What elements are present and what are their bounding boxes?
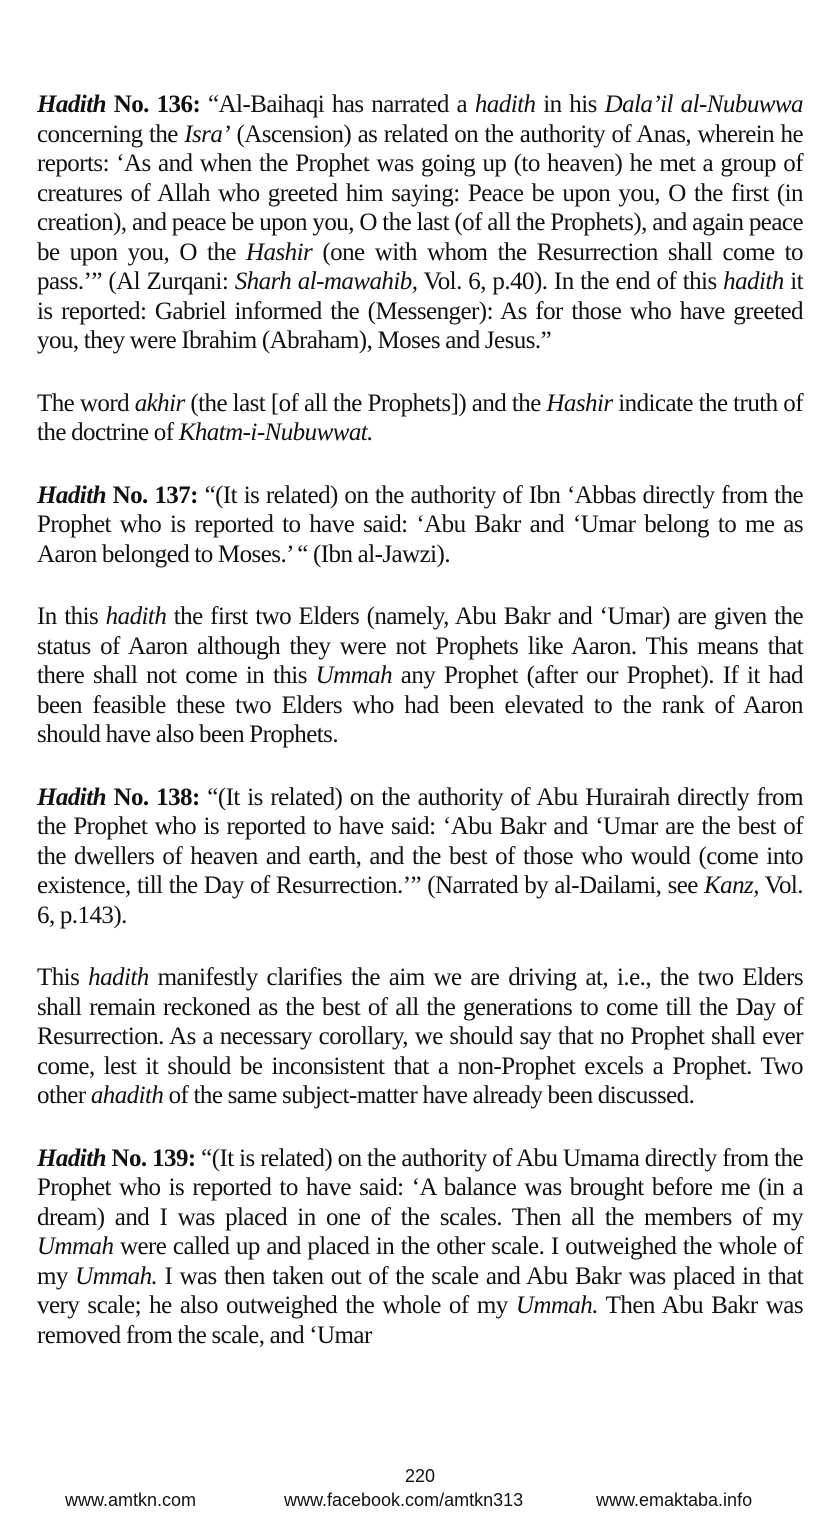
page-number: 220 bbox=[404, 1466, 436, 1486]
paragraph-hadith-139 bbox=[37, 1144, 803, 1351]
italic-term: Ummah bbox=[315, 662, 393, 689]
italic-term: Ummah. bbox=[515, 1292, 598, 1319]
paragraph-akhir-commentary bbox=[37, 389, 803, 448]
text-run: “(It is related) on the authority of Ibn ‘Abbas directly from the Prophet who is reported to have said: ‘Abu Bakr and ‘Umar belong to me as Aaron belonged to Moses.’ “ (Ibn al-Jawzi). bbox=[37, 481, 803, 568]
italic-term: hadith bbox=[723, 268, 784, 295]
hadith-label: Hadith bbox=[37, 91, 106, 118]
hadith-number: No. 136: bbox=[105, 91, 201, 118]
paragraph-hadith-137 bbox=[37, 481, 803, 570]
paragraph-hadith-136 bbox=[37, 90, 803, 356]
hadith-label: Hadith bbox=[37, 481, 106, 509]
text-run: it is reported: Gabriel informed the (Messenger): As for those who have greeted you, they were Ibrahim (Abraham), Moses and Jesus.” bbox=[37, 268, 804, 354]
text-run: any Prophet (after our Prophet). If it had been feasible these two Elders who had been elevated to the rank of Aaron should have also been Prophets. bbox=[37, 662, 803, 748]
text-run: Then Abu Bakr was removed from the scale, and ‘Umar bbox=[37, 1292, 803, 1349]
footer-link-facebook[interactable]: www.facebook.com/amtkn313 bbox=[284, 1490, 524, 1510]
text-run: (the last [of all the Prophets]) and the bbox=[184, 389, 547, 417]
text-run: Vol. 6, p.40). In the end of this bbox=[417, 268, 724, 295]
italic-term: Kanz, bbox=[704, 872, 759, 899]
page-body bbox=[37, 90, 803, 1383]
italic-term: Khatm-i-Nubuwwat. bbox=[178, 419, 373, 446]
italic-term: Dala’il al-Nubuwwa bbox=[604, 91, 803, 118]
italic-term: Ummah. bbox=[75, 1262, 158, 1290]
paragraph-aaron-commentary bbox=[37, 602, 803, 750]
italic-term: hadith bbox=[105, 603, 167, 630]
text-run: “(It is related) on the authority of Abu Hurairah directly from the Prophet who is reported to have said: ‘Abu Bakr and ‘Umar are the best of the dwellers of heaven and earth, and the best of those who would (come into existence, till the Day of Resurrection.’” (Narrated by al-Dailami, see bbox=[37, 783, 804, 899]
text-run: “Al-Baihaqi has narrated a bbox=[200, 91, 475, 118]
italic-term: Ummah bbox=[37, 1233, 114, 1260]
paragraph-hadith-138 bbox=[37, 783, 803, 931]
text-run: in his bbox=[535, 91, 605, 118]
italic-term: Hashir bbox=[246, 238, 313, 266]
italic-term: hadith bbox=[88, 964, 149, 991]
text-run: were called up and placed in the other scale. I outweighed the whole of my bbox=[37, 1233, 803, 1290]
hadith-number: No. 139: bbox=[105, 1144, 196, 1172]
hadith-number: No. 137: bbox=[105, 481, 198, 509]
italic-term: hadith bbox=[474, 91, 536, 118]
text-run: the first two Elders (namely, Abu Bakr and ‘Umar) are given the status of Aaron although they were not Prophets like Aaron. This means that there shall not come in this bbox=[37, 603, 804, 689]
text-run: The word bbox=[37, 389, 135, 417]
hadith-number: No. 138: bbox=[105, 783, 200, 811]
text-run: (one with whom the Resurrection shall come to pass.’” (Al Zurqani: bbox=[37, 238, 803, 295]
italic-term: akhir bbox=[134, 389, 185, 417]
text-run: This bbox=[37, 964, 89, 991]
text-run: concerning the bbox=[37, 120, 185, 148]
paragraph-elders-commentary bbox=[37, 963, 803, 1111]
text-run: (Ascension) as related on the authority of Anas, wherein he reports: ‘As and when the Prophet was going up (to heaven) he met a group of creatures of Allah who greeted him saying: Peace be upon you, O the first (in creation), and peace be upon you, O the last (of all the Prophets), and again peace be upon you, O the bbox=[37, 120, 803, 266]
text-run: indicate the truth of the doctrine of bbox=[37, 389, 803, 446]
italic-term: ahadith bbox=[90, 1082, 164, 1109]
footer-link-emaktaba[interactable]: www.emaktaba.info bbox=[596, 1490, 753, 1510]
text-run: “(It is related) on the authority of Abu Umama directly from the Prophet who is reported to have said: ‘A balance was brought before me (in a dream) and I was placed in one of the scales. Then all the members of my bbox=[37, 1144, 803, 1231]
text-run: of the same subject-matter have already been discussed. bbox=[163, 1082, 695, 1109]
text-run: Vol. 6, p.143). bbox=[37, 872, 803, 929]
hadith-label: Hadith bbox=[37, 1144, 106, 1172]
text-run: In this bbox=[37, 603, 106, 630]
text-run: manifestly clarifies the aim we are driving at, i.e., the two Elders shall remain reckoned as the best of all the generations to come till the Day of Resurrection. As a necessary corollary, we should say that no Prophet shall ever come, lest it should be inconsistent that a non-Prophet excels a Prophet. Two other bbox=[37, 964, 803, 1109]
italic-term: Hashir bbox=[546, 389, 613, 417]
text-run: I was then taken out of the scale and Abu Bakr was placed in that very scale; he also outweighed the whole of my bbox=[37, 1262, 804, 1319]
hadith-label: Hadith bbox=[37, 783, 106, 811]
italic-term: Isra’ bbox=[184, 120, 231, 148]
italic-term: Sharh al-mawahib, bbox=[234, 268, 418, 295]
footer-link-amtkn[interactable]: www.amtkn.com bbox=[65, 1490, 197, 1510]
